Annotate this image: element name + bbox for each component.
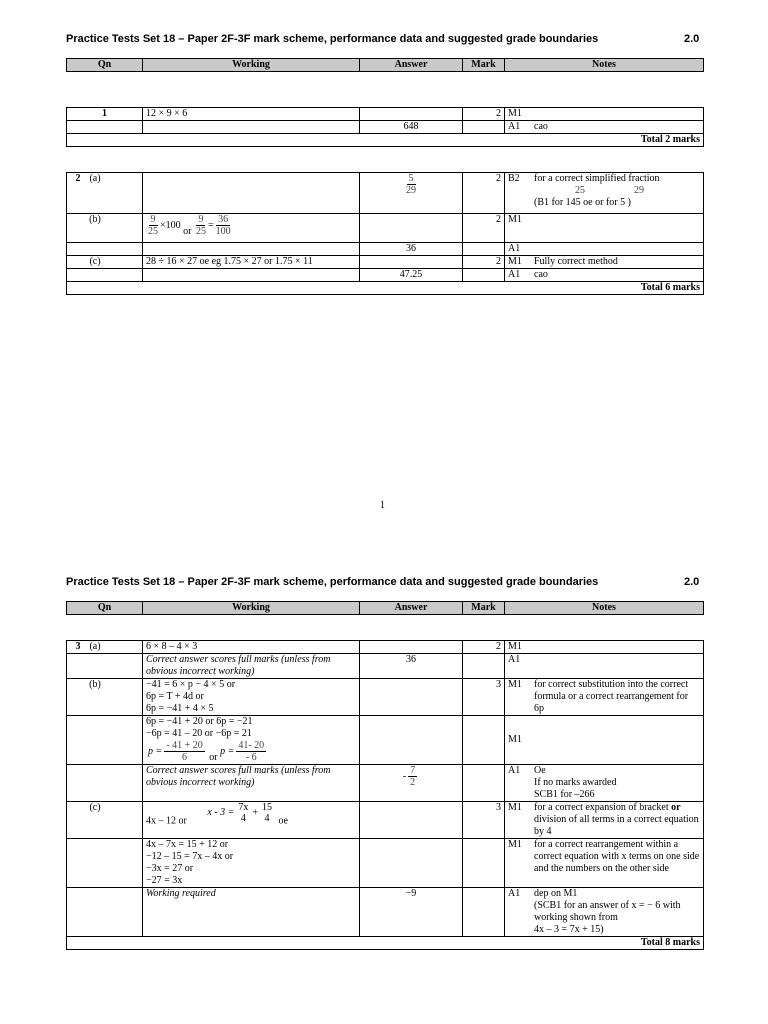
notes-cell: B2 for a correct simplified fraction 25 29 (B1 for 145 oe or for 5 ) xyxy=(505,173,704,214)
question-part: (b) xyxy=(67,214,143,243)
table-row xyxy=(67,654,704,679)
column-header-table xyxy=(66,601,704,615)
notes-cell: A1 Oe If no marks awarded SCB1 for –266 xyxy=(505,764,704,801)
table-row xyxy=(67,282,704,295)
table-row xyxy=(67,679,704,716)
total-marks: Total 6 marks xyxy=(67,282,704,295)
mark-cell: 2 xyxy=(463,173,505,214)
working-cell: Correct answer scores full marks (unless from obvious incorrect working) xyxy=(143,654,360,679)
answer-cell: 47.25 xyxy=(360,269,463,282)
question-number: 1 xyxy=(67,108,143,121)
table-row xyxy=(67,173,704,214)
question-part: (b) xyxy=(67,679,143,716)
table-row xyxy=(67,134,704,147)
table-row xyxy=(67,269,704,282)
mark-cell: 2 xyxy=(463,256,505,269)
col-mark: Mark xyxy=(463,59,505,72)
table-row xyxy=(67,887,704,936)
working-cell: 6p = −41 + 20 or 6p = −21 −6p = 41 – 20 or −6p = 21 p = $\frac{- 41 + 20}{6}$ or p = $\frac{41- 20}{- 6}$ xyxy=(143,716,360,765)
notes-cell: M1 Fully correct method xyxy=(505,256,704,269)
answer-cell: 36 xyxy=(360,654,463,679)
mark-cell: 2 xyxy=(463,108,505,121)
page-number: 1 xyxy=(380,500,385,511)
answer-cell: −9 xyxy=(360,887,463,936)
col-qn: Qn xyxy=(67,602,143,615)
mark-cell: 2 xyxy=(463,214,505,243)
answer-cell: 36 xyxy=(360,243,463,256)
question-part: (c) xyxy=(67,256,143,269)
working-cell: $\frac{9}{25}$ ×100 or $\frac{9}{25}$ = $\frac{36}{100}$ xyxy=(143,214,360,243)
answer-cell: - $\frac{7}{2}$ xyxy=(360,764,463,801)
question-number: 2 (a) xyxy=(67,173,143,214)
notes-cell: A1 xyxy=(505,654,704,679)
table-row xyxy=(67,214,704,243)
question-1-table xyxy=(66,107,704,147)
working-cell: 6 × 8 – 4 × 3 xyxy=(143,641,360,654)
answer-cell: 648 xyxy=(360,121,463,134)
page-title: Practice Tests Set 18 – Paper 2F-3F mark scheme, performance data and suggested grade boundaries xyxy=(66,576,599,588)
notes-cell: M1 for correct substitution into the correct formula or a correct rearrangement for 6p xyxy=(505,679,704,716)
working-cell: Correct answer scores full marks (unless from obvious incorrect working) xyxy=(143,764,360,801)
col-notes: Notes xyxy=(505,59,704,72)
table-row xyxy=(67,838,704,887)
working-cell: 28 ÷ 16 × 27 oe eg 1.75 × 27 or 1.75 × 11 xyxy=(143,256,360,269)
mark-cell: 3 xyxy=(463,679,505,716)
question-2-table xyxy=(66,172,704,295)
table-row xyxy=(67,243,704,256)
total-marks: Total 8 marks xyxy=(67,936,704,949)
table-row xyxy=(67,108,704,121)
col-qn: Qn xyxy=(67,59,143,72)
notes-cell: M1 xyxy=(505,214,704,243)
notes-cell: M1 for a correct rearrangement within a correct equation with x terms on one side and the numbers on the other side xyxy=(505,838,704,887)
question-number: 3 (a) xyxy=(67,641,143,654)
table-row xyxy=(67,764,704,801)
col-notes: Notes xyxy=(505,602,704,615)
mark-cell: 3 xyxy=(463,801,505,838)
table-row xyxy=(67,121,704,134)
table-row xyxy=(67,936,704,949)
col-working: Working xyxy=(143,59,360,72)
notes-cell: A1 dep on M1 (SCB1 for an answer of x = − 6 with working shown from 4x – 3 = 7x + 15) xyxy=(505,887,704,936)
working-cell: 4x – 12 or x - 3 = 7x 4 + 15 4 oe xyxy=(143,801,360,838)
table-row xyxy=(67,641,704,654)
version-label: 2.0 xyxy=(684,576,700,588)
table-row xyxy=(67,716,704,765)
table-row xyxy=(67,801,704,838)
notes-cell: A1 xyxy=(505,243,704,256)
notes-cell: M1 xyxy=(505,641,704,654)
col-answer: Answer xyxy=(360,59,463,72)
notes-cell: M1 xyxy=(505,108,704,121)
question-part: (c) xyxy=(67,801,143,838)
working-cell: Working required xyxy=(143,887,360,936)
notes-cell: M1 xyxy=(505,716,704,765)
column-header-table xyxy=(66,58,704,72)
notes-cell: M1 for a correct expansion of bracket or division of all terms in a correct equation by 4 xyxy=(505,801,704,838)
question-3-table xyxy=(66,640,704,950)
notes-cell: A1 cao xyxy=(505,121,704,134)
working-cell: −41 = 6 × p − 4 × 5 or 6p = T + 4d or 6p = −41 + 4 × 5 xyxy=(143,679,360,716)
version-label: 2.0 xyxy=(684,33,700,45)
col-answer: Answer xyxy=(360,602,463,615)
mark-cell: 2 xyxy=(463,641,505,654)
total-marks: Total 2 marks xyxy=(67,134,704,147)
working-cell: 4x – 7x = 15 + 12 or −12 – 15 = 7x – 4x or −3x = 27 or −27 = 3x xyxy=(143,838,360,887)
table-row xyxy=(67,256,704,269)
notes-cell: A1 cao xyxy=(505,269,704,282)
col-mark: Mark xyxy=(463,602,505,615)
answer-cell: $\frac{5}{29}$ xyxy=(360,173,463,214)
working-cell: 12 × 9 × 6 xyxy=(143,108,360,121)
page-title: Practice Tests Set 18 – Paper 2F-3F mark scheme, performance data and suggested grade boundaries xyxy=(66,33,599,45)
col-working: Working xyxy=(143,602,360,615)
